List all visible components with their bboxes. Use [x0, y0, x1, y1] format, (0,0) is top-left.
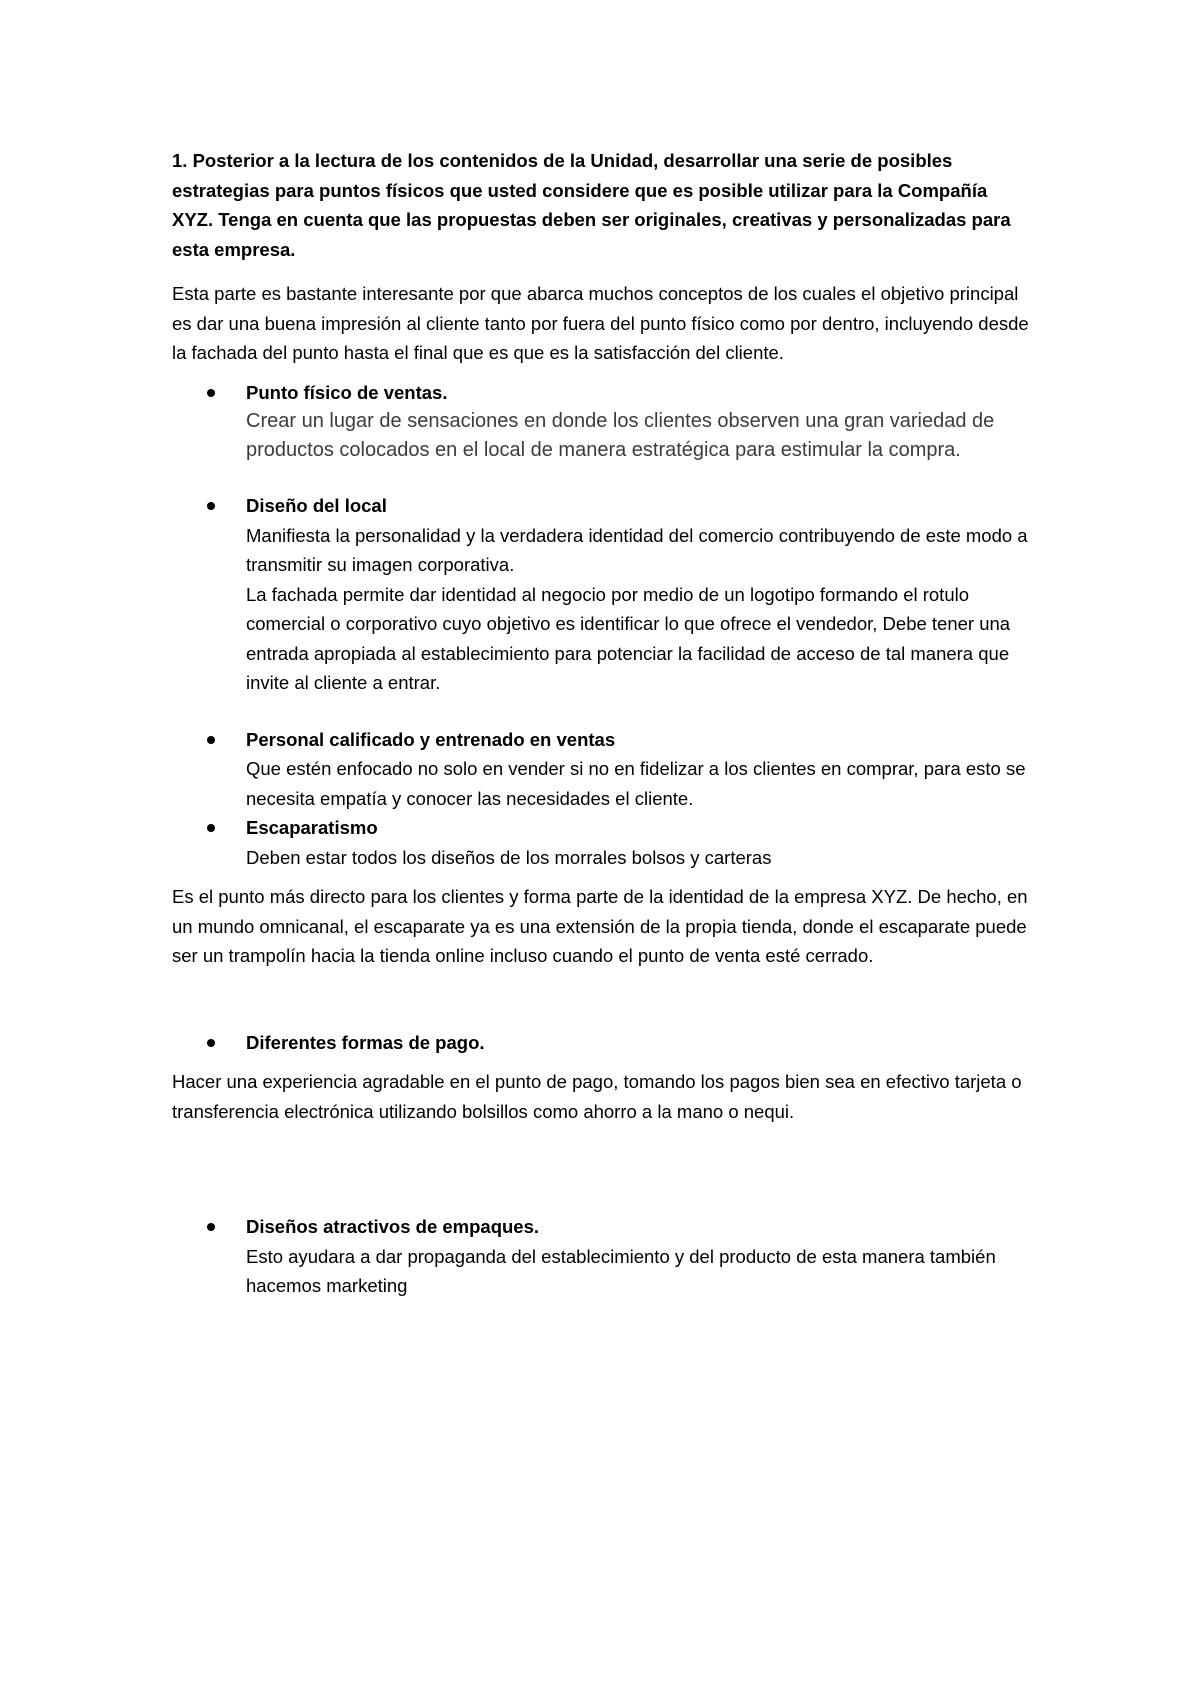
strategies-list-1 [172, 378, 1032, 873]
intro-paragraph: Esta parte es bastante interesante por que abarca muchos conceptos de los cuales el objetivo principal es dar una buena impresión al cliente tanto por fuera del punto físico como por dentro, incluyendo desde la fachada del punto hasta el final que es que es la satisfacción del cliente. [172, 283, 1029, 363]
bullet-title: Diseño del local [246, 495, 387, 516]
list-item-escaparatismo [172, 813, 1032, 872]
bullet-title: Diseños atractivos de empaques. [246, 1216, 540, 1237]
bullet-icon [207, 824, 215, 832]
list-item-empaques [172, 1212, 1032, 1301]
bullet-body: Esto ayudara a dar propaganda del establecimiento y del producto de esta manera también hacemos marketing [246, 1245, 996, 1296]
bullet-body: Manifiesta la personalidad y la verdadera identidad del comercio contribuyendo de este modo a transmitir su imagen corporativa. [246, 524, 1028, 575]
bullet-title: Escaparatismo [246, 817, 378, 838]
bullet-body: Que estén enfocado no solo en vender si no en fidelizar a los clientes en comprar, para esto se necesita empatía y conocer las necesidades el cliente. [246, 758, 1026, 809]
bullet-icon [207, 389, 215, 397]
list-item-personal [172, 725, 1032, 814]
bullet-body: Crear un lugar de sensaciones en donde los clientes observen una gran variedad de productos colocados en el local de manera estratégica para estimular la compra. [246, 410, 995, 461]
escaparate-paragraph: Es el punto más directo para los clientes y forma parte de la identidad de la empresa XYZ. De hecho, en un mundo omnicanal, el escaparate ya es una extensión de la propia tienda, donde el escaparate puede ser un trampolín hacia la tienda online incluso cuando el punto de venta esté cerrado. [172, 886, 1028, 966]
bullet-title: Punto físico de ventas. [246, 381, 448, 403]
strategies-list-2 [172, 1028, 1032, 1058]
bullet-title: Diferentes formas de pago. [246, 1031, 485, 1053]
list-item-formas-pago [172, 1028, 1032, 1058]
bullet-icon [207, 736, 215, 744]
question-heading: 1. Posterior a la lectura de los contenidos de la Unidad, desarrollar una serie de posibles estrategias para puntos físicos que usted considere que es posible utilizar para la Compañía XYZ. Tenga en cuenta que las propuestas deben ser originales, creativas y personalizadas para esta empresa. [172, 150, 1011, 260]
payments-paragraph: Hacer una experiencia agradable en el punto de pago, tomando los pagos bien sea en efectivo tarjeta o transferencia electrónica utilizando bolsillos como ahorro a la mano o nequi. [172, 1071, 1022, 1122]
document-content [172, 146, 1032, 1301]
bullet-icon [207, 1039, 215, 1047]
strategies-list-3 [172, 1212, 1032, 1301]
bullet-body: La fachada permite dar identidad al negocio por medio de un logotipo formando el rotulo comercial o corporativo cuyo objetivo es identificar lo que ofrece el vendedor, Debe tener una entrada apropiada al establecimiento para potenciar la facilidad de acceso de tal manera que invite al cliente a entrar. [246, 583, 1011, 693]
bullet-body: Deben estar todos los diseños de los morrales bolsos y carteras [246, 846, 772, 868]
bullet-icon [207, 1223, 215, 1231]
list-item-diseno-local [172, 491, 1032, 698]
bullet-icon [207, 502, 215, 510]
bullet-title: Personal calificado y entrenado en ventas [246, 728, 616, 750]
list-item-punto-fisico [172, 378, 1032, 465]
